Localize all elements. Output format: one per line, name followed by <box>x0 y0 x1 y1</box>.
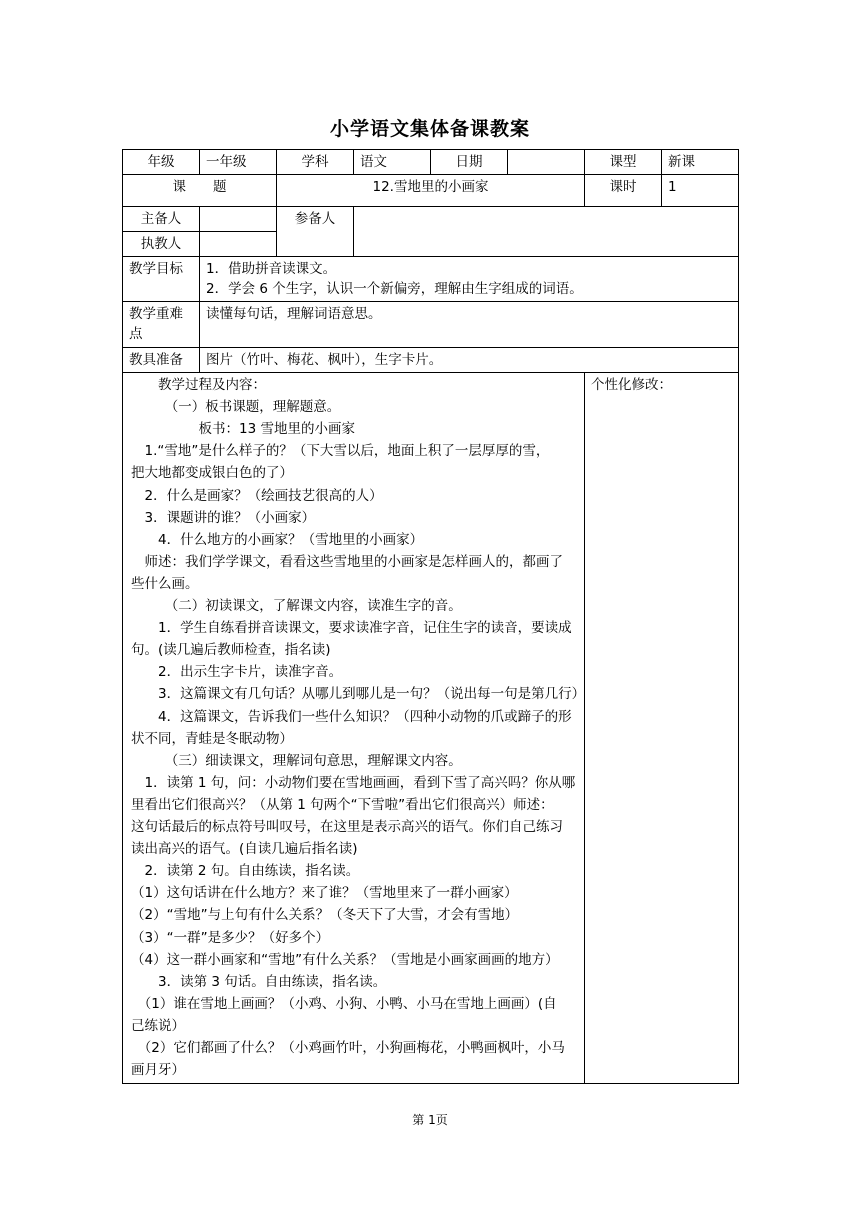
process-line: （一）板书课题，理解题意。 <box>131 399 341 416</box>
process-line: （3）“一群”是多少？（好多个） <box>131 929 330 946</box>
process-line: （4）这一群小画家和“雪地”有什么关系？（雪地是小画家画画的地方） <box>131 951 559 968</box>
process-line: 读出高兴的语气。(自读几遍后指名读) <box>131 841 358 858</box>
process-line: 把大地都变成银白色的了） <box>131 465 293 482</box>
date-label: 日期 <box>431 150 508 175</box>
process-line: 这句话最后的标点符号叫叹号，在这里是表示高兴的语气。你们自己练习 <box>131 819 563 835</box>
process-line: 3．课题讲的谁？（小画家） <box>131 509 316 526</box>
subject-label: 学科 <box>277 150 354 175</box>
key-points-label: 教学重难点 <box>123 302 200 348</box>
topic-label: 课 题 <box>123 175 277 207</box>
process-line: 2．什么是画家？（绘画技艺很高的人） <box>131 487 383 504</box>
process-line: 板书：13 雪地里的小画家 <box>131 421 355 438</box>
goal-item: 2．学会 6 个生字，认识一个新偏旁，理解由生字组成的词语。 <box>206 281 583 297</box>
goals-label: 教学目标 <box>123 257 200 302</box>
teaching-process <box>123 373 585 1084</box>
page-title: 小学语文集体备课教案 <box>329 118 530 140</box>
process-line: 句。(读几遍后教师检查，指名读) <box>131 642 331 659</box>
teacher-label: 执教人 <box>123 232 200 257</box>
materials-value: 图片（竹叶、梅花、枫叶），生字卡片。 <box>200 348 739 373</box>
subject-value: 语文 <box>354 150 431 175</box>
materials-label: 教具准备 <box>123 348 200 373</box>
lesson-plan-table <box>122 149 739 1084</box>
goals-value <box>200 257 739 302</box>
process-line: （1）这句话讲在什么地方？来了谁？（雪地里来了一群小画家） <box>131 885 518 902</box>
process-line: （二）初读课文，了解课文内容，读准生字的音。 <box>131 598 462 614</box>
process-line: 3．这篇课文有几句话？从哪儿到哪儿是一句？（说出每一句是第几行） <box>131 686 586 703</box>
process-line: 画月牙） <box>131 1062 185 1079</box>
process-line: 1.“雪地”是什么样子的？（下大雪以后，地面上积了一层厚厚的雪， <box>131 443 550 460</box>
lead-label: 主备人 <box>123 207 200 232</box>
page-number: 第 1页 <box>412 1113 448 1127</box>
co-value <box>354 207 739 257</box>
teacher-value <box>200 232 277 257</box>
lead-value <box>200 207 277 232</box>
type-label: 课型 <box>585 150 662 175</box>
key-points-value: 读懂每句话，理解词语意思。 <box>200 302 739 348</box>
grade-label: 年级 <box>123 150 200 175</box>
process-line: （三）细读课文，理解词句意思，理解课文内容。 <box>131 752 462 769</box>
process-line: 里看出它们很高兴？（从第 1 句两个“下雪啦”看出它们很高兴）师述： <box>131 796 554 813</box>
process-line: 教学过程及内容： <box>131 377 266 393</box>
date-value <box>508 150 585 175</box>
co-label: 参备人 <box>277 207 354 257</box>
process-line: （2）“雪地”与上句有什么关系？（冬天下了大雪，才会有雪地） <box>131 907 519 924</box>
process-line: 师述：我们学学课文，看看这些雪地里的小画家是怎样画人的，都画了 <box>131 553 563 570</box>
process-line: （2）它们都画了什么？（小鸡画竹叶，小狗画梅花，小鸭画枫叶，小马 <box>131 1040 565 1056</box>
process-line: 些什么画。 <box>131 575 199 592</box>
process-line: 己练说） <box>131 1017 185 1034</box>
type-value: 新课 <box>662 150 739 175</box>
process-line: 1．读第 1 句，问：小动物们要在雪地画画，看到下雪了高兴吗？你从哪 <box>131 774 576 791</box>
personal-note: 个性化修改： <box>585 373 739 1084</box>
process-line: 4．什么地方的小画家？（雪地里的小画家） <box>131 531 424 548</box>
grade-value: 一年级 <box>200 150 277 175</box>
hours-value: 1 <box>662 175 739 207</box>
topic-value: 12.雪地里的小画家 <box>277 175 585 207</box>
process-line: 1．学生自练看拼音读课文，要求读准字音，记住生字的读音，要读成 <box>131 620 572 637</box>
process-line: 状不同，青蛙是冬眠动物） <box>131 730 293 747</box>
process-line: 2．出示生字卡片，读准字音。 <box>131 664 343 681</box>
hours-label: 课时 <box>585 175 662 207</box>
process-line: 2．读第 2 句。自由练读，指名读。 <box>131 863 360 880</box>
process-line: 3．读第 3 句话。自由练读，指名读。 <box>131 973 387 990</box>
process-line: 4．这篇课文，告诉我们一些什么知识？（四种小动物的爪或蹄子的形 <box>131 708 572 725</box>
goal-item: 1．借助拼音读课文。 <box>206 261 337 277</box>
process-line: （1）谁在雪地上画画？（小鸡、小狗、小鸭、小马在雪地上画画）(自 <box>131 995 557 1012</box>
